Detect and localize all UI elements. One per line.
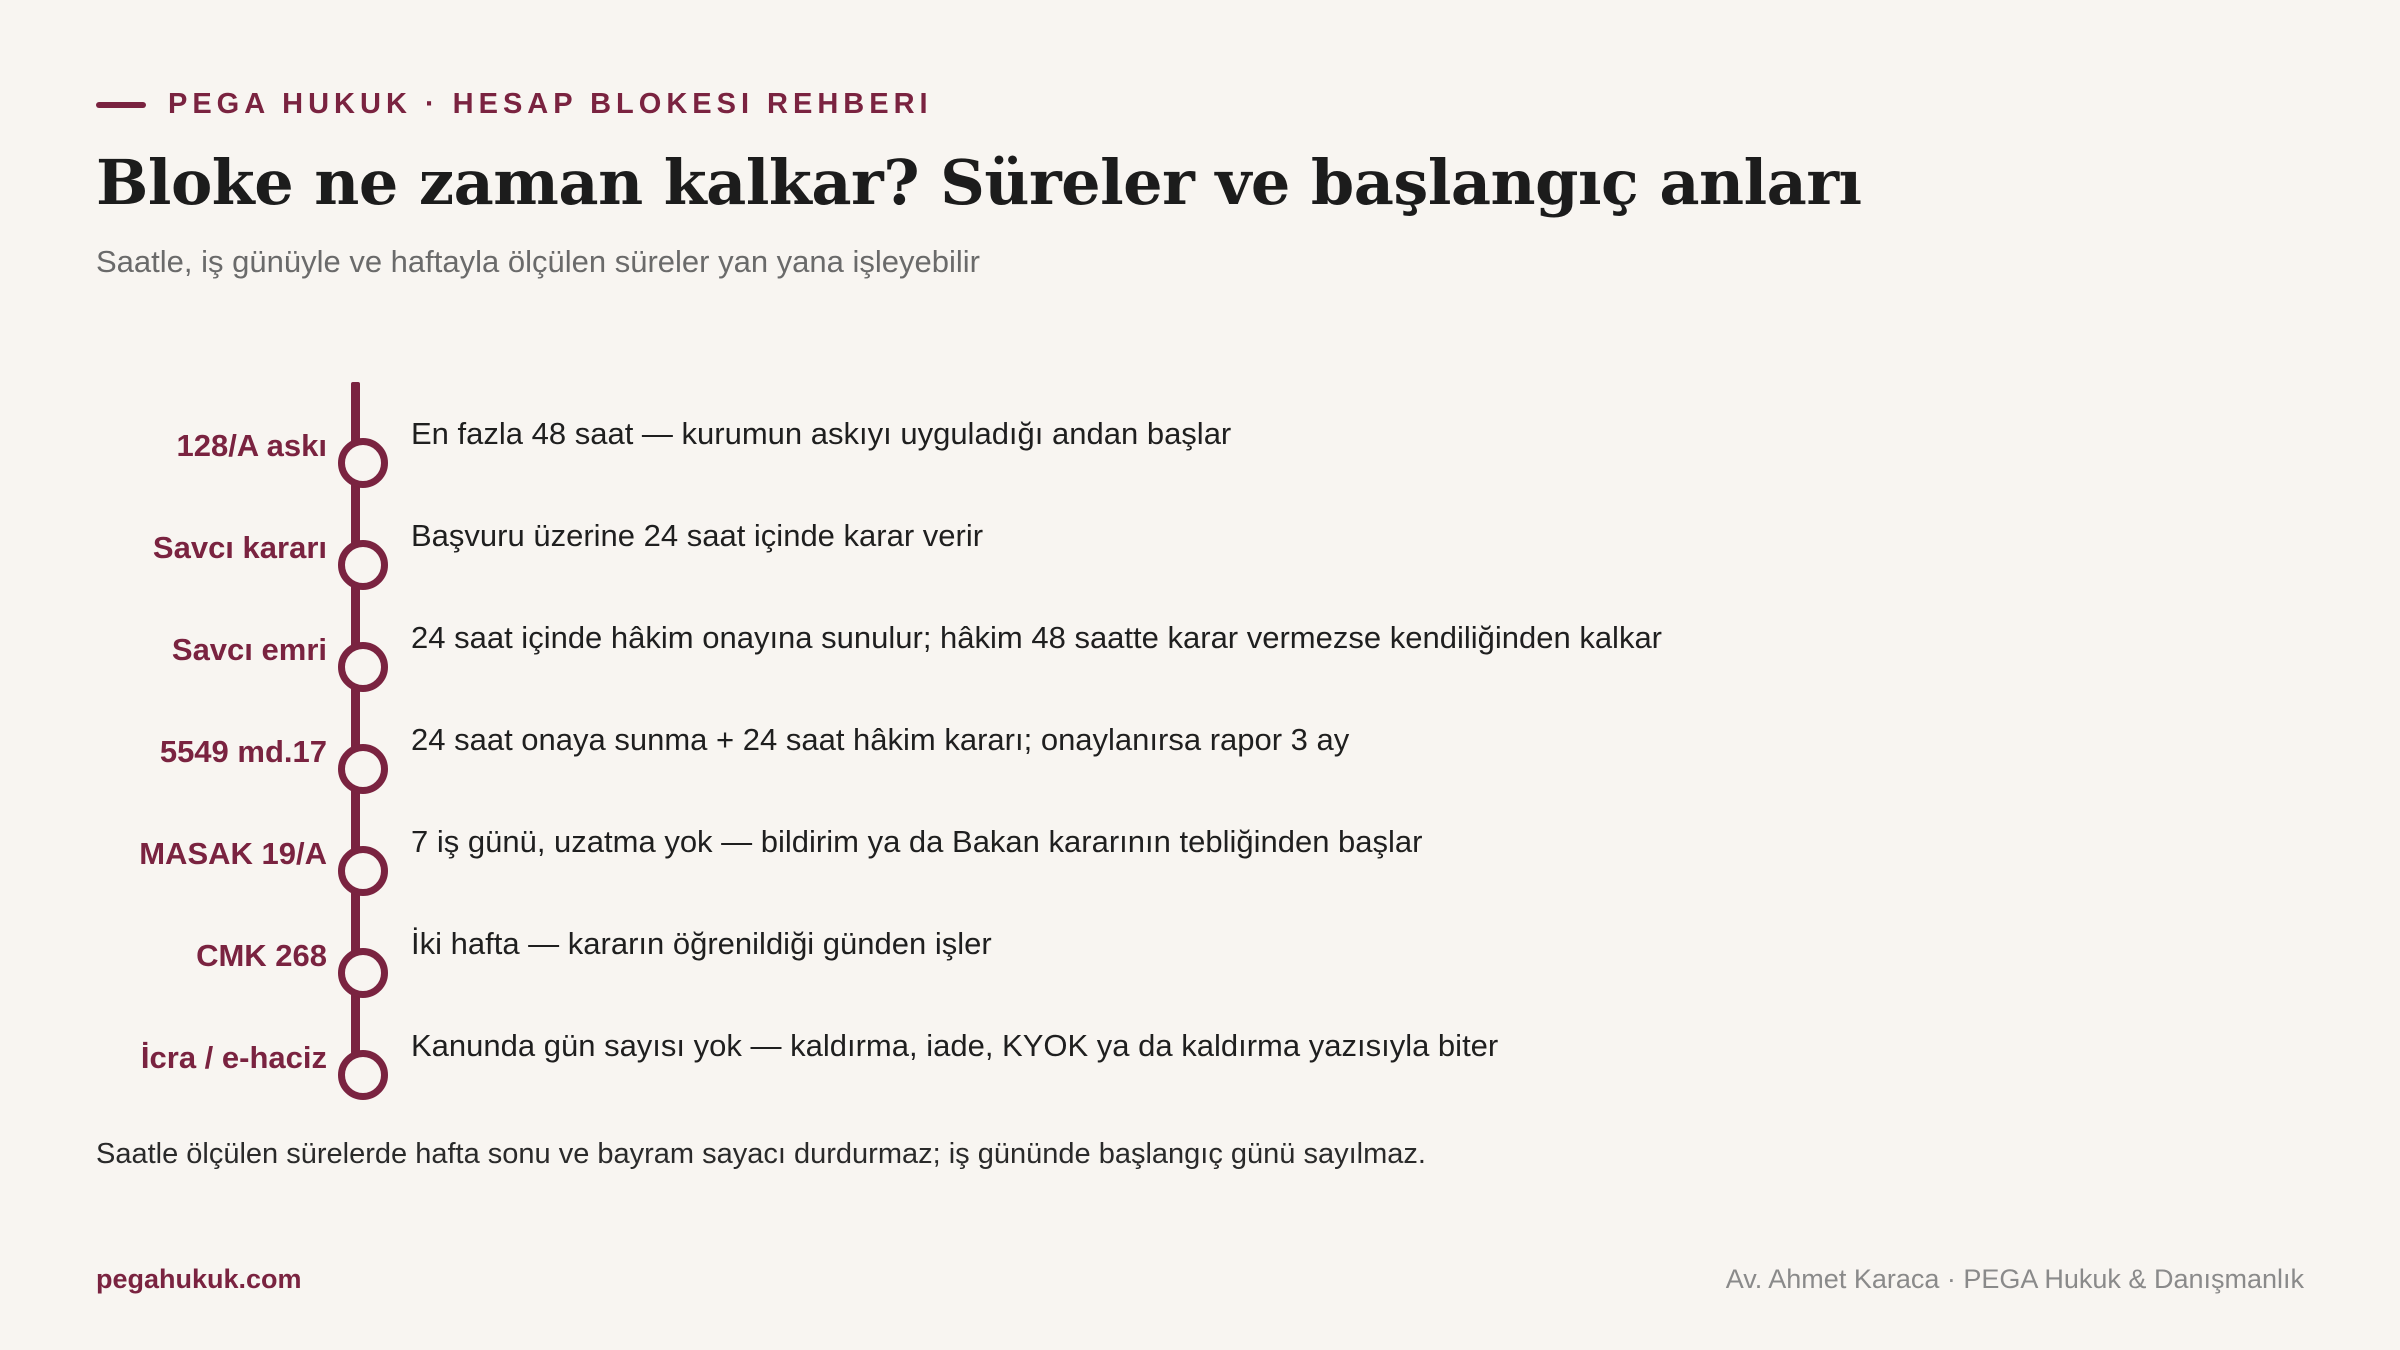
timeline-marker-icon [338, 642, 388, 692]
timeline-item-label: Savcı emri [171, 632, 327, 667]
timeline-item-text: 24 saat içinde hâkim onayına sunulur; hâkim 48 saatte karar vermezse kendiliğinden kalkar [411, 620, 1663, 655]
footer-credit: Av. Ahmet Karaca · PEGA Hukuk & Danışmanlık [1725, 1264, 2304, 1294]
timeline-item [0, 1012, 2400, 1102]
timeline-item-label: CMK 268 [196, 938, 327, 973]
timeline-item [0, 808, 2400, 898]
timeline-marker-icon [338, 438, 388, 488]
timeline-marker-icon [338, 1050, 388, 1100]
timeline-item-text: 7 iş günü, uzatma yok — bildirim ya da Bakan kararının tebliğinden başlar [411, 824, 1423, 859]
timeline-item-text: 24 saat onaya sunma + 24 saat hâkim kararı; onaylanırsa rapor 3 ay [411, 722, 1350, 757]
timeline-marker-icon [338, 846, 388, 896]
timeline-item-label: 128/A askı [176, 428, 327, 463]
timeline-item-text: İki hafta — kararın öğrenildiği günden işler [411, 926, 992, 961]
timeline-item [0, 604, 2400, 694]
timeline-item [0, 400, 2400, 490]
page-subtitle: Saatle, iş günüyle ve haftayla ölçülen süreler yan yana işleyebilir [96, 244, 980, 279]
timeline-marker-icon [338, 744, 388, 794]
timeline-item-label: 5549 md.17 [159, 734, 327, 769]
timeline-item [0, 910, 2400, 1000]
timeline-item-label: MASAK 19/A [139, 836, 327, 871]
timeline-item-label: Savcı kararı [152, 530, 327, 565]
timeline-item-text: En fazla 48 saat — kurumun askıyı uyguladığı andan başlar [411, 416, 1232, 451]
timeline-item [0, 706, 2400, 796]
footer-website: pegahukuk.com [96, 1264, 302, 1294]
eyebrow-text: PEGA HUKUK · HESAP BLOKESI REHBERI [168, 88, 933, 120]
timeline-item-text: Başvuru üzerine 24 saat içinde karar verir [411, 518, 984, 553]
footnote: Saatle ölçülen sürelerde hafta sonu ve bayram sayacı durdurmaz; iş gününde başlangıç günü sayılmaz. [96, 1138, 1426, 1170]
timeline-item-text: Kanunda gün sayısı yok — kaldırma, iade, KYOK ya da kaldırma yazısıyla biter [411, 1028, 1499, 1063]
page-title: Bloke ne zaman kalkar? Süreler ve başlangıç anları [96, 146, 1862, 219]
timeline-item [0, 502, 2400, 592]
timeline-marker-icon [338, 948, 388, 998]
timeline-marker-icon [338, 540, 388, 590]
timeline-item-label: İcra / e-haciz [140, 1040, 327, 1075]
